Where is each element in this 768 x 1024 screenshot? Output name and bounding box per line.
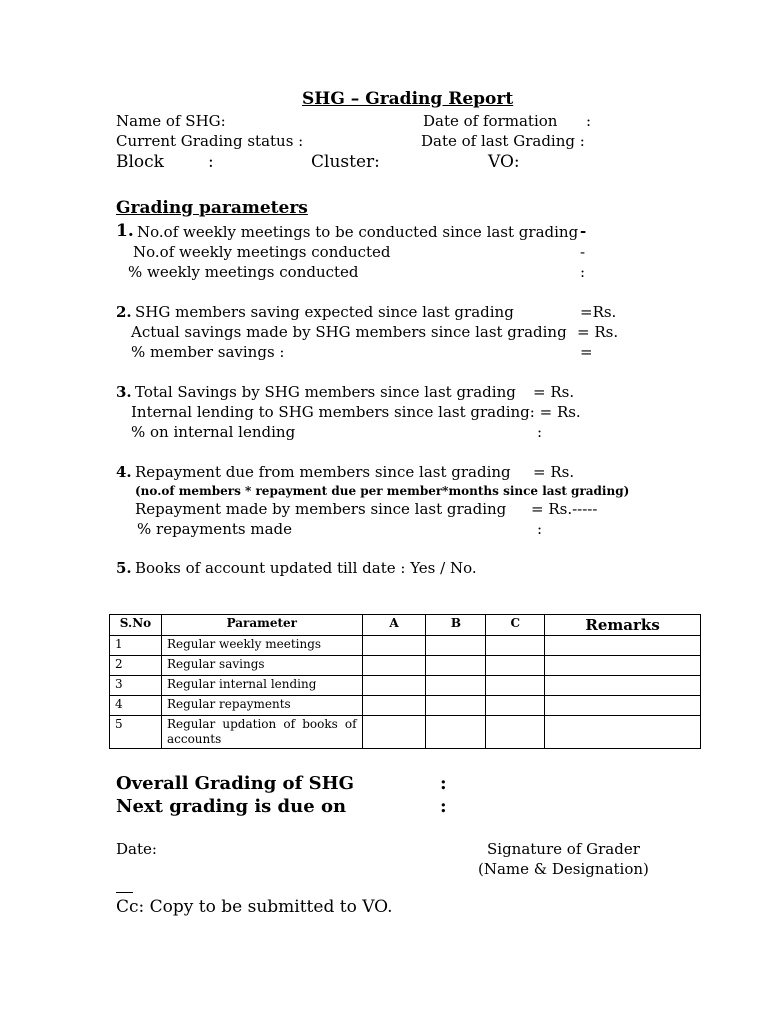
param2-line3: % member savings : [131,343,285,361]
cc-note: Cc: Copy to be submitted to VO. [116,897,393,917]
cell-a [362,696,426,716]
param3-line1-value: = Rs. [533,383,575,401]
param3-line2: Internal lending to SHG members since last grading: = Rs. [131,403,581,421]
cell-b [426,696,486,716]
param3-line1: Total Savings by SHG members since last grading [135,383,516,401]
vo-label: VO: [488,152,520,172]
date-of-last-grading-label: Date of last Grading : [421,132,585,150]
param4-line2: Repayment made by members since last grading [135,500,507,518]
param2-line1: SHG members saving expected since last grading [135,303,514,321]
grading-table [109,614,701,749]
cell-remarks [545,716,701,749]
param1-line1: No.of weekly meetings to be conducted since last grading [137,223,579,241]
param3-number: 3. [116,383,132,401]
cell-parameter: Regular repayments [161,696,362,716]
param1-line3: % weekly meetings conducted [128,263,359,281]
divider-rule [116,892,133,893]
param1-line3-mark: : [580,263,586,281]
name-of-shg-label: Name of SHG: [116,112,226,130]
block-label: Block [116,152,164,172]
cell-sno: 1 [110,636,162,656]
cell-a [362,636,426,656]
date-of-formation-label: Date of formation [423,112,558,130]
cell-a [362,716,426,749]
cell-parameter: Regular weekly meetings [161,636,362,656]
report-title: SHG – Grading Report [302,89,514,109]
cell-c [486,696,545,716]
date-of-formation-colon: : [586,112,592,130]
cell-remarks [545,636,701,656]
col-header-parameter: Parameter [161,615,362,636]
current-grading-status-label: Current Grading status : [116,132,304,150]
cell-b [426,716,486,749]
cell-a [362,676,426,696]
cell-b [426,676,486,696]
cell-c [486,656,545,676]
table-row [110,676,701,696]
col-header-c: C [486,615,545,636]
signature-label: Signature of Grader [487,840,640,858]
param3-line3-mark: : [537,423,543,441]
cell-c [486,716,545,749]
cell-remarks [545,656,701,676]
table-row [110,636,701,656]
next-grading-colon: : [440,796,447,817]
param4-number: 4. [116,463,132,481]
cell-c [486,676,545,696]
param1-number: 1. [116,221,134,241]
param4-note: (no.of members * repayment due per member*months since last grading) [135,484,630,498]
cell-remarks [545,676,701,696]
cell-c [486,636,545,656]
param4-line3: % repayments made [137,520,292,538]
table-row [110,696,701,716]
param3-line3: % on internal lending [131,423,296,441]
param2-number: 2. [116,303,132,321]
table-row [110,656,701,676]
block-colon: : [208,152,214,172]
overall-grading-colon: : [440,773,447,794]
param5-number: 5. [116,559,132,577]
param4-line1: Repayment due from members since last grading [135,463,511,481]
cell-remarks [545,696,701,716]
cell-parameter: Regular updation of books of accounts [161,716,362,749]
cell-a [362,656,426,676]
param1-line2-mark: - [580,243,586,261]
param5-line1: Books of account updated till date : Yes / No. [135,559,477,577]
cell-sno: 3 [110,676,162,696]
param2-line3-value: = [580,343,593,361]
col-header-b: B [426,615,486,636]
cell-sno: 4 [110,696,162,716]
param2-line1-value: =Rs. [580,303,617,321]
table-row [110,716,701,749]
cell-sno: 2 [110,656,162,676]
table-header-row [110,615,701,636]
name-designation-label: (Name & Designation) [478,860,649,878]
col-header-remarks: Remarks [545,615,701,636]
param2-line2-value: = Rs. [577,323,619,341]
cell-b [426,656,486,676]
cell-parameter: Regular internal lending [161,676,362,696]
next-grading-label: Next grading is due on [116,796,347,817]
param4-line1-value: = Rs. [533,463,575,481]
cell-parameter: Regular savings [161,656,362,676]
param4-line2-value: = Rs.----- [531,500,598,518]
param1-line2: No.of weekly meetings conducted [133,243,391,261]
cell-sno: 5 [110,716,162,749]
grading-parameters-heading: Grading parameters [116,198,308,218]
cluster-label: Cluster: [311,152,380,172]
cell-b [426,636,486,656]
col-header-sno: S.No [110,615,162,636]
param2-line2: Actual savings made by SHG members since last grading [131,323,567,341]
date-label: Date: [116,840,157,858]
overall-grading-label: Overall Grading of SHG [116,773,354,794]
param4-line3-mark: : [537,520,543,538]
col-header-a: A [362,615,426,636]
param1-line1-mark: - [580,222,587,240]
